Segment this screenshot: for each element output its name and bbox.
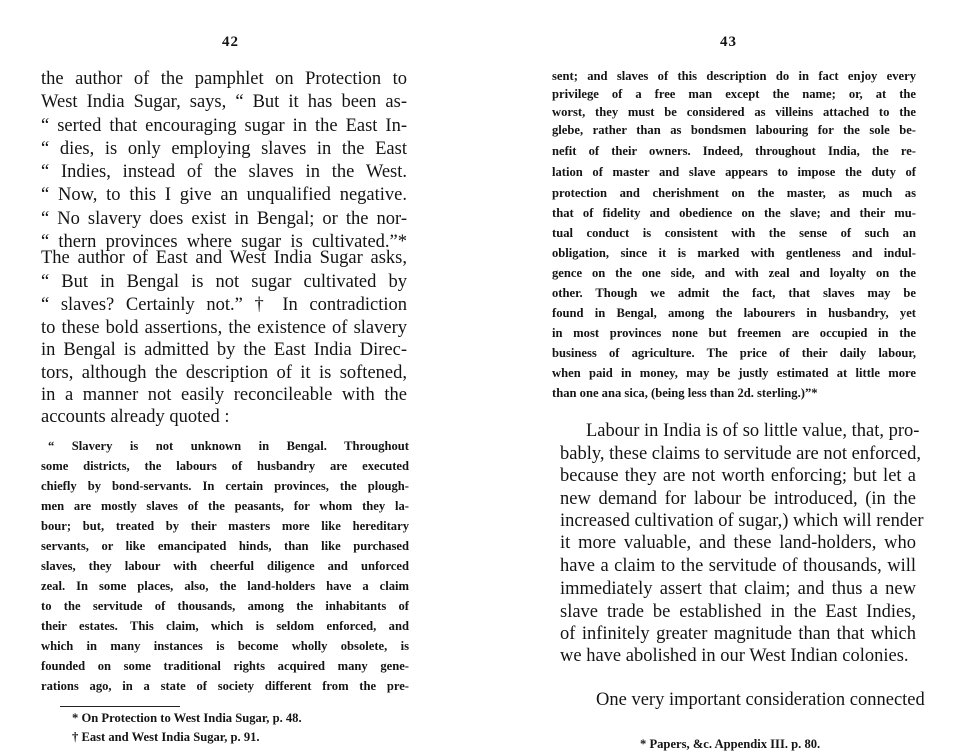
quote-line: bour; but, treated by their masters more like hereditary	[41, 519, 409, 533]
page-number: 42	[222, 34, 239, 50]
body-line: in Bengal is admitted by the East India Direc-	[41, 340, 407, 360]
body-line: we have abolished in our West Indian colonies.	[560, 646, 909, 666]
quote-line: worst, they must be considered as villeins attached to the	[552, 105, 916, 119]
page-number: 43	[720, 34, 737, 50]
quote-line: slaves, they labour with cheerful diligence and unforced	[41, 559, 409, 573]
quote-line: gence on the one side, and with zeal and loyalty on the	[552, 266, 916, 280]
body-line: to these bold assertions, the existence of slavery	[41, 318, 407, 338]
quote-line: their estates. This claim, which is seldom enforced, and	[41, 619, 409, 633]
left-page	[0, 0, 470, 751]
body-line: “ slaves? Certainly not.” † In contradiction	[41, 295, 407, 315]
body-line: bably, these claims to servitude are not enforced,	[560, 444, 921, 464]
closing-line: One very important consideration connected	[596, 690, 925, 710]
quote-line: found in Bengal, among the labourers in husbandry, yet	[552, 306, 916, 320]
footnote: * On Protection to West India Sugar, p. 48.	[72, 711, 302, 725]
body-line: increased cultivation of sugar,) which will render	[560, 511, 924, 531]
body-line: have a claim to the servitude of thousands, will	[560, 556, 916, 576]
quote-line: obligation, since it is marked with gentleness and indul-	[552, 246, 916, 260]
body-line: “ Now, to this I give an unqualified negative.	[41, 185, 407, 205]
footnote: † East and West India Sugar, p. 91.	[72, 730, 260, 744]
quote-line: to the servitude of thousands, among the inhabitants of	[41, 599, 409, 613]
quote-line: servants, or like emancipated hinds, than like purchased	[41, 539, 409, 553]
body-line: of infinitely greater magnitude than that which	[560, 624, 916, 644]
quote-line: “ Slavery is not unknown in Bengal. Throughout	[48, 439, 409, 453]
body-line: “ But in Bengal is not sugar cultivated by	[41, 272, 407, 292]
quote-line: privilege of a free man except the name; or, at the	[552, 87, 916, 101]
body-line: The author of East and West India Sugar asks,	[41, 248, 407, 268]
quote-line: which in many instances is become wholly obsolete, is	[41, 639, 409, 653]
footnote: * Papers, &c. Appendix III. p. 80.	[640, 737, 821, 751]
body-line: in a manner not easily reconcileable with the	[41, 385, 407, 405]
body-line: because they are not worth enforcing; but let a	[560, 466, 916, 486]
footnote-rule	[60, 706, 180, 707]
quote-line: rations ago, in a state of society different from the pre-	[41, 679, 409, 693]
body-line: “ No slavery does exist in Bengal; or the nor-	[41, 209, 407, 229]
body-line: Labour in India is of so little value, that, pro-	[586, 421, 920, 441]
quote-line: zeal. In some places, also, the land-holders have a claim	[41, 579, 409, 593]
body-line: slave trade be established in the East Indies,	[560, 602, 916, 622]
body-line: “ dies, is only employing slaves in the East	[41, 139, 407, 159]
quote-line: glebe, rather than as bondsmen labouring for the sole be-	[552, 123, 916, 137]
quote-line: that of fidelity and obedience on the slave; and their mu-	[552, 206, 916, 220]
quote-line: when paid in money, may be justly estimated at little more	[552, 366, 916, 380]
quote-line: lation of master and slave appears to impose the duty of	[552, 165, 916, 179]
body-line: “ serted that encouraging sugar in the East In-	[41, 116, 407, 136]
right-page	[500, 0, 980, 751]
quote-line: nefit of their owners. Indeed, throughout India, the re-	[552, 144, 916, 158]
body-line: “ thern provinces where sugar is cultivated.”*	[41, 232, 407, 252]
body-line: tors, although the description of it is softened,	[41, 363, 407, 383]
quote-line: tual conduct is consistent with the sense of such an	[552, 226, 916, 240]
body-line: immediately assert that claim; and thus a new	[560, 579, 916, 599]
quote-line: founded on some traditional rights acquired many gene-	[41, 659, 409, 673]
body-line: the author of the pamphlet on Protection to	[41, 69, 407, 89]
body-line: accounts already quoted :	[41, 407, 230, 427]
quote-line: than one ana sica, (being less than 2d. sterling.)”*	[552, 386, 818, 400]
quote-line: men are mostly slaves of the peasants, for whom they la-	[41, 499, 409, 513]
quote-line: other. Though we admit the fact, that slaves may be	[552, 286, 916, 300]
quote-line: chiefly by bond-servants. In certain provinces, the plough-	[41, 479, 409, 493]
quote-line: some districts, the labours of husbandry are executed	[41, 459, 409, 473]
body-line: “ Indies, instead of the slaves in the West.	[41, 162, 407, 182]
body-line: it more valuable, and these land-holders, who	[560, 533, 916, 553]
quote-line: sent; and slaves of this description do in fact enjoy every	[552, 69, 916, 83]
quote-line: protection and cherishment on the master, as much as	[552, 186, 916, 200]
quote-line: in most provinces none but freemen are occupied in the	[552, 326, 916, 340]
quote-line: business of agriculture. The price of their daily labour,	[552, 346, 916, 360]
body-line: West India Sugar, says, “ But it has been as-	[41, 92, 407, 112]
body-line: new demand for labour be introduced, (in the	[560, 489, 916, 509]
